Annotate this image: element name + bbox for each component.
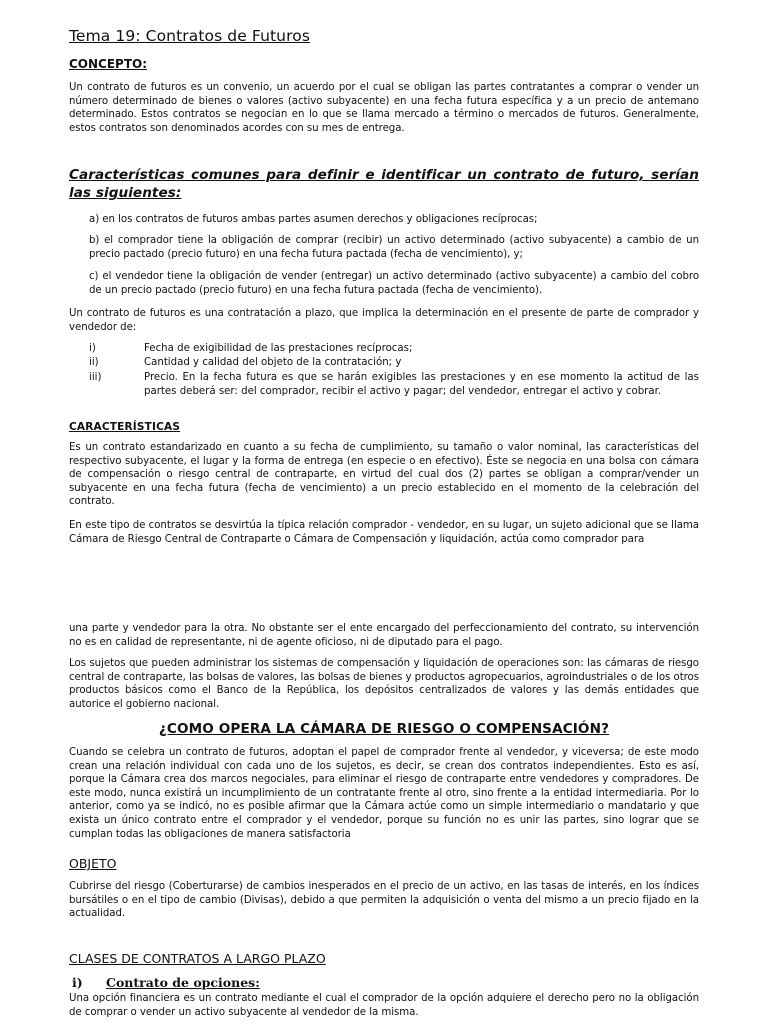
opciones-paragraph: Una opción financiera es un contrato mediante el cual el comprador de la opción adquiere el derecho pero no la obligación de comprar o vender un activo subyacente al vendedor de la misma. [69, 993, 699, 1018]
roman-text: Precio. En la fecha futura es que se harán exigibles las prestaciones y en ese momento la actitud de las partes deberá ser: del comprador, recibir el activo y pagar; del vendedor, entregar el activo y cobrar. [144, 372, 699, 397]
clases-heading: CLASES DE CONTRATOS A LARGO PLAZO [69, 951, 326, 966]
roman-number: i) [89, 343, 96, 354]
concepto-heading: CONCEPTO: [69, 57, 148, 71]
contrato-opciones-heading [72, 975, 472, 992]
roman-list-item-iii [89, 371, 699, 399]
contrato-intro-paragraph: Un contrato de futuros es una contratación a plazo, que implica la determinación en el presente de parte de comprador y vendedor de: [69, 308, 699, 333]
roman-number: iii) [89, 372, 102, 383]
list-item-a: a) en los contratos de futuros ambas partes asumen derechos y obligaciones recíprocas; [89, 214, 538, 225]
camara-paragraph: Cuando se celebra un contrato de futuros, adoptan el papel de comprador frente al vendedor, y viceversa; de este modo crean una relación individual con cada uno de los sujetos, es decir, se crean dos contratos independientes. Esto es así, porque la Cámara crea dos marcos negociales, para eliminar el riesgo de contraparte entre vendedores y compradores. De este modo, nunca existirá un incumplimiento de un contratante frente al otro, sino frente a la entidad intermediaria. Por lo anterior, como ya se indicó, no es posible afirmar que la Cámara actúe como un simple intermediario o mandatario y que exista un único contrato entre el comprador y el vendedor, porque su función no es unir las partes, sino lograr que se cumplan todas las obligaciones de manera satisfactoria [69, 747, 699, 840]
sub-label: Contrato de opciones: [106, 975, 260, 990]
roman-text: Cantidad y calidad del objeto de la contratación; y [144, 357, 402, 368]
objeto-heading: OBJETO [69, 856, 117, 871]
caracteristicas-paragraph-4: Los sujetos que pueden administrar los sistemas de compensación y liquidación de operaciones son: las cámaras de riesgo central de contraparte, las bolsas de valores, las bolsas de bienes y productos agropecuarios, agroindustriales o de los otros productos básicos como el Banco de la República, los depósitos centralizados de valores y las demás entidades que autorice el gobierno nacional. [69, 658, 699, 710]
caracteristicas-comunes-heading-text: Características comunes para definir e identificar un contrato de futuro, serían las siguientes: [69, 167, 699, 201]
roman-list-item-i [89, 342, 699, 356]
roman-list-item-ii [89, 356, 699, 370]
caracteristicas-comunes-heading [69, 166, 699, 202]
caracteristicas-heading: CARACTERÍSTICAS [69, 421, 181, 433]
list-item-b: b) el comprador tiene la obligación de comprar (recibir) un activo determinado (activo subyacente) a cambio de un precio pactado (precio futuro) en una fecha futura pactada (fecha de vencimiento), y; [89, 235, 699, 260]
roman-text: Fecha de exigibilidad de las prestaciones recíprocas; [144, 343, 413, 354]
caracteristicas-paragraph-3: una parte y vendedor para la otra. No obstante ser el ente encargado del perfeccionamiento del contrato, su intervención no es en calidad de representante, ni de agente oficioso, ni de diputado para el pago. [69, 623, 699, 648]
objeto-paragraph: Cubrirse del riesgo (Coberturarse) de cambios inesperados en el precio de un activo, en las tasas de interés, en los índices bursátiles o en el tipo de cambio (Divisas), debido a que permiten la adquisición o venta del mismo a un precio fijado en la actualidad. [69, 881, 699, 920]
list-item-c: c) el vendedor tiene la obligación de vender (entregar) un activo determinado (activo subyacente) a cambio del cobro de un precio pactado (precio futuro) en una fecha futura pactada (fecha de vencimiento). [89, 271, 699, 296]
caracteristicas-paragraph-2: En este tipo de contratos se desvirtúa la típica relación comprador - vendedor, en su lugar, un sujeto adicional que se llama Cámara de Riesgo Central de Contraparte o Cámara de Compensación y liquidación, actúa como comprador para [69, 520, 699, 545]
caracteristicas-paragraph-1: Es un contrato estandarizado en cuanto a su fecha de cumplimiento, su tamaño o valor nominal, las características del respectivo subyacente, el lugar y la forma de entrega (en especie o en efectivo). Éste se negocia en una bolsa con cámara de compensación o riesgo central de contraparte, en virtud del cual dos (2) partes se obligan a comprar/vender un subyacente en una fecha futura (fecha de vencimiento) a un precio establecido en el momento de la celebración del contrato. [69, 442, 699, 508]
document-title: Tema 19: Contratos de Futuros [69, 27, 310, 45]
camara-heading: ¿COMO OPERA LA CÁMARA DE RIESGO O COMPENSACIÓN? [158, 721, 610, 737]
concepto-paragraph: Un contrato de futuros es un convenio, un acuerdo por el cual se obligan las partes contratantes a comprar o vender un número determinado de bienes o valores (activo subyacente) en una fecha futura específica y a un precio de antemano determinado. Estos contratos se negocian en lo que se llama mercado a término o mercados de futuros. Generalmente, estos contratos son denominados acordes con su mes de entrega. [69, 82, 699, 134]
sub-number: i) [72, 975, 83, 990]
roman-number: ii) [89, 357, 99, 368]
